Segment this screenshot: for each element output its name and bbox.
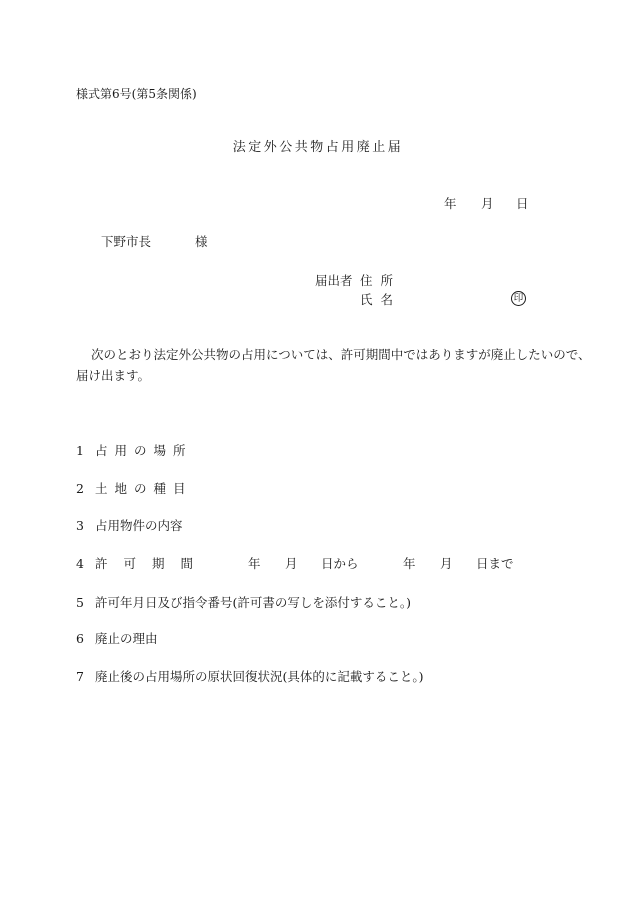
- item-number: 2: [76, 481, 84, 496]
- body-text-line-1: 次のとおり法定外公共物の占用については、許可期間中ではありますが廃止したいので、: [91, 347, 591, 362]
- date-month-label: 月: [481, 196, 494, 211]
- addressee-honorific: 様: [195, 234, 208, 249]
- body-text-line-2: 届け出ます。: [76, 368, 151, 383]
- item-number: 3: [76, 518, 84, 533]
- date-day-label: 日: [516, 196, 529, 211]
- item-label-permit-date-number: 許可年月日及び指令番号(許可書の写しを添付すること。): [95, 595, 412, 610]
- seal-mark-icon: 印: [511, 291, 526, 306]
- item-label-land-type: 土地の種目: [95, 481, 193, 496]
- item-label-occupancy-content: 占用物件の内容: [95, 518, 183, 533]
- addressee-name: 下野市長: [101, 234, 152, 249]
- item-label-location: 占用の場所: [95, 443, 193, 458]
- form-number: 様式第6号(第5条関係): [76, 87, 197, 101]
- permit-to-year: 年: [403, 556, 416, 571]
- document-title: 法定外公共物占用廃止届: [232, 140, 404, 155]
- permit-from-year: 年: [248, 556, 261, 571]
- address-label: 住所: [360, 273, 402, 288]
- item-number: 4: [76, 556, 84, 571]
- item-label-permit-period: 許可期間: [95, 556, 210, 571]
- name-label: 氏名: [360, 292, 402, 307]
- item-number: 6: [76, 631, 84, 646]
- item-label-abolition-reason: 廃止の理由: [95, 631, 158, 646]
- applicant-label: 届出者: [315, 273, 353, 288]
- permit-from-day: 日から: [321, 556, 359, 571]
- item-label-restoration-status: 廃止後の占用場所の原状回復状況(具体的に記載すること。): [95, 669, 424, 684]
- item-number: 1: [76, 443, 84, 458]
- permit-to-day: 日まで: [476, 556, 514, 571]
- date-year-label: 年: [444, 196, 457, 211]
- permit-from-month: 月: [285, 556, 298, 571]
- item-number: 7: [76, 669, 84, 684]
- permit-to-month: 月: [440, 556, 453, 571]
- item-number: 5: [76, 595, 84, 610]
